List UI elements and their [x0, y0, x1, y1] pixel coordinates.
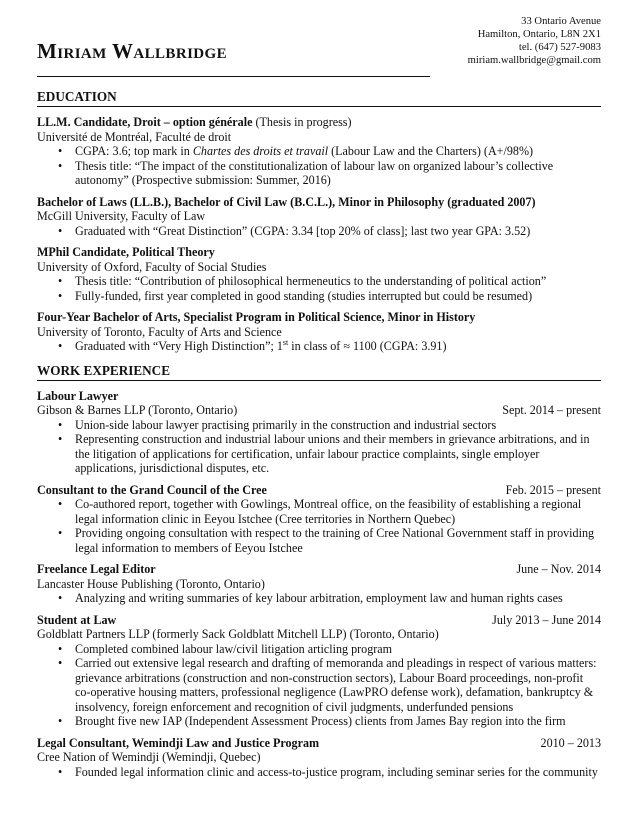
bullet-text: in class of ≈ 1100 (CGPA: 3.91) — [288, 339, 447, 353]
address-line-1: 33 Ontario Avenue — [521, 16, 601, 27]
bullet-list — [37, 591, 601, 606]
job-dates: Sept. 2014 – present — [502, 403, 601, 417]
degree: LL.M. Candidate, Droit – option générale — [37, 115, 253, 129]
job-title-row — [37, 736, 601, 751]
bullet-item: • Completed combined labour law/civil litigation articling program — [37, 642, 601, 657]
employer: Goldblatt Partners LLP (formerly Sack Goldblatt Mitchell LLP) (Toronto, Ontario) — [37, 627, 439, 641]
degree: Four-Year Bachelor of Arts, Specialist Program in Political Science, Minor in History — [37, 310, 476, 324]
degree: Bachelor of Laws (LL.B.), Bachelor of Civil Law (B.C.L.), Minor in Philosophy (graduated 2007) — [37, 194, 536, 209]
bullet-item: • Graduated with “Great Distinction” (CGPA: 3.34 [top 20% of class]; last two year GPA: 3.52) — [37, 224, 601, 239]
resume-body — [37, 89, 601, 786]
bullet-item: • Founded legal information clinic and access-to-justice program, including seminar series for the community — [37, 765, 601, 780]
institution: Université de Montréal, Faculté de droit — [37, 129, 232, 144]
education-entry — [37, 245, 601, 303]
bullet-list — [37, 274, 601, 303]
job-entry — [37, 736, 601, 780]
bullet-item: • Thesis title: “The impact of the constitutionalization of labour law on organized labour’s collective autonomy” (Prospective submission: Summer, 2016) — [37, 159, 601, 188]
bullet-item: • Union-side labour lawyer practising primarily in the construction and industrial sectors — [37, 418, 601, 433]
bullet-item: • Representing construction and industrial labour unions and their members in grievance arbitrations, and in the litigation of applications for certification, unfair labour practice complaints, single employer applications, jurisdictional disputes, etc. — [37, 432, 601, 476]
job-title: Consultant to the Grand Council of the Cree — [37, 482, 267, 497]
job-title: Legal Consultant, Wemindji Law and Justice Program — [37, 735, 320, 750]
ordinal-suffix: st — [282, 337, 289, 347]
employer: Gibson & Barnes LLP (Toronto, Ontario) — [37, 403, 238, 417]
employer: Cree Nation of Wemindji (Wemindji, Quebec) — [37, 750, 261, 764]
candidate-name: Miriam Wallbridge — [37, 39, 228, 63]
job-entry — [37, 483, 601, 556]
phone: tel. (647) 527-9083 — [518, 42, 601, 53]
bullet-item: • Analyzing and writing summaries of key labour arbitration, employment law and human rights cases — [37, 591, 601, 606]
institution: University of Oxford, Faculty of Social Studies — [37, 259, 267, 274]
bullet-list — [37, 339, 601, 354]
job-title-row — [37, 562, 601, 577]
work-experience-heading: WORK EXPERIENCE — [37, 363, 601, 381]
degree-line — [37, 115, 601, 130]
degree: MPhil Candidate, Political Theory — [37, 245, 215, 259]
email-link[interactable]: miriam.wallbridge@gmail.com — [467, 55, 601, 66]
job-dates: Feb. 2015 – present — [505, 482, 601, 497]
bullet-list — [37, 497, 601, 555]
bullet-text: Graduated with “Very High Distinction”; 1 — [75, 339, 283, 353]
job-title: Student at Law — [37, 612, 117, 627]
job-entry — [37, 389, 601, 476]
bullet-list — [37, 765, 601, 780]
job-dates: 2010 – 2013 — [540, 735, 601, 750]
course-title: Chartes des droits et travail — [192, 144, 329, 158]
bullet-text: (Labour Law and the Charters) (A+/98%) — [328, 144, 534, 158]
bullet-item: • Fully-funded, first year completed in good standing (studies interrupted but could be resumed) — [37, 289, 601, 304]
job-dates: July 2013 – June 2014 — [492, 612, 601, 627]
education-entry — [37, 115, 601, 188]
employer: Lancaster House Publishing (Toronto, Ontario) — [37, 576, 265, 591]
education-entry — [37, 310, 601, 354]
job-title: Labour Lawyer — [37, 388, 119, 403]
job-title-row — [37, 613, 601, 628]
bullet-item: • Co-authored report, together with Gowlings, Montreal office, on the feasibility of establishing a regional legal information clinic in Eeyou Istchee (Cree territories in Northern Quebec) — [37, 497, 601, 526]
bullet-text: CGPA: 3.6; top mark in — [75, 144, 193, 158]
bullet-item: • Carried out extensive legal research and drafting of memoranda and pleadings in respect of various matters: grievance arbitrations (construction and non-construction sectors), Labour Board proceedings, non-profit co-operative housing matters, professional negligence (LawPRO defense work), defamation, bankruptcy & insolvency, foreign enforcement and recognition of civil judgments, underfunded pensions — [37, 656, 601, 714]
bullet-list — [37, 418, 601, 476]
name-underline — [37, 76, 430, 77]
institution: McGill University, Faculty of Law — [37, 209, 206, 223]
job-dates: June – Nov. 2014 — [516, 562, 601, 576]
education-entry — [37, 195, 601, 239]
address-line-2: Hamilton, Ontario, L8N 2X1 — [477, 29, 601, 40]
education-heading: EDUCATION — [37, 89, 601, 107]
bullet-item: • Providing ongoing consultation with respect to the training of Cree National Government staff in providing legal information to members of Eeyou Istchee — [37, 526, 601, 555]
bullet-item: • Thesis title: “Contribution of philosophical hermeneutics to the understanding of political action” — [37, 274, 601, 289]
institution: University of Toronto, Faculty of Arts and Science — [37, 324, 282, 339]
bullet-item: • Brought five new IAP (Independent Assessment Process) clients from James Bay region into the firm — [37, 714, 601, 729]
degree-note: (Thesis in progress) — [252, 115, 352, 129]
job-entry — [37, 562, 601, 606]
bullet-list — [37, 144, 601, 188]
bullet-list — [37, 224, 601, 239]
bullet-item — [37, 144, 601, 159]
job-entry — [37, 613, 601, 729]
contact-block — [468, 15, 601, 67]
bullet-list — [37, 642, 601, 729]
job-org-row — [37, 403, 601, 418]
bullet-item — [37, 339, 601, 354]
job-title-row — [37, 483, 601, 498]
job-title: Freelance Legal Editor — [37, 562, 156, 576]
